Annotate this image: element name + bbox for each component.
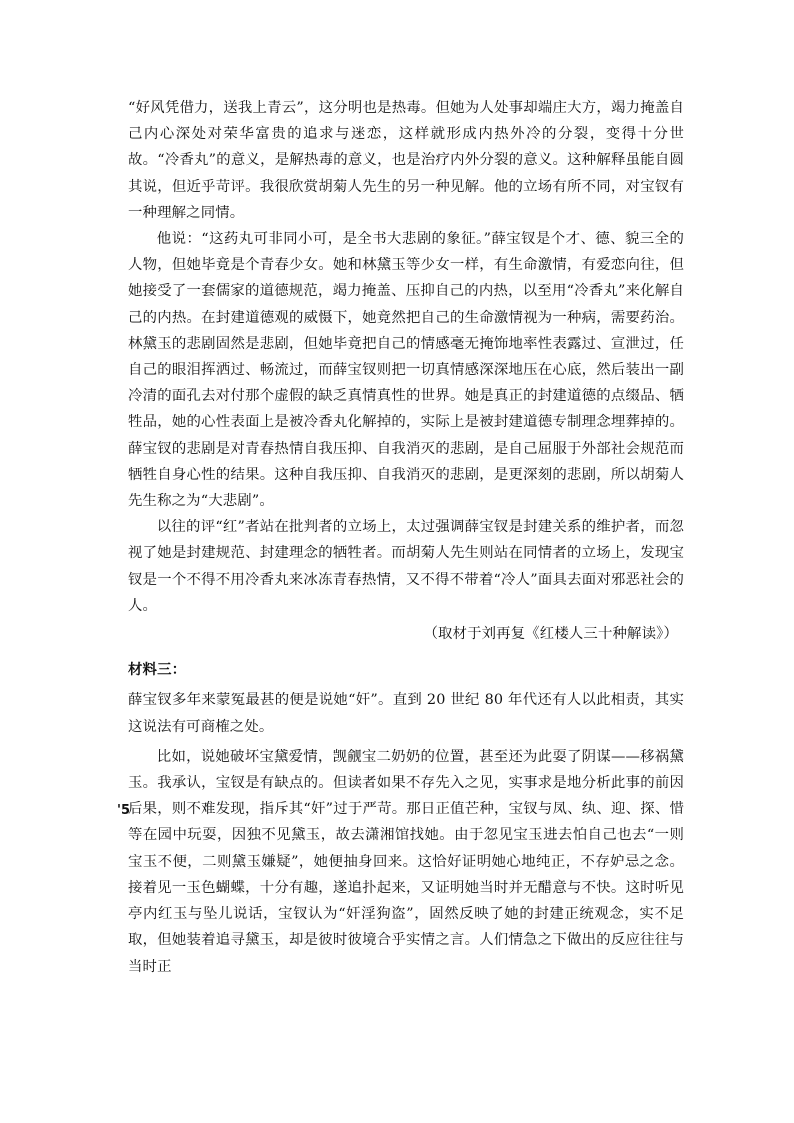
paragraph-3: 以往的评“红”者站在批判者的立场上，太过强调薛宝钗是封建关系的维护者，而忽视了她是封建规范、封建理念的牺牲者。而胡菊人先生则站在同情者的立场上，发现宝钗是一个不得不用冷香丸来冰冻青春热情，又不得不带着“冷人”面具去面对邪恶社会的人。 [128, 519, 684, 614]
source-citation: （取材于刘再复《红楼人三十种解读》） [423, 626, 678, 643]
paragraph-1: “好风凭借力，送我上青云”，这分明也是热毒。但她为人处事却端庄大方，竭力掩盖自己内心深处对荣华富贵的追求与迷恋，这样就形成内热外冷的分裂，变得十分世故。“冷香丸”的意义，是解热毒的意义，也是治疗内外分裂的意义。这种解释虽能自圆其说，但近乎苛评。我很欣赏胡菊人先生的另一种见解。他的立场有所不同，对宝钗有一种理解之同情。 [128, 100, 684, 221]
section-heading: 材料三： [128, 661, 187, 679]
paragraph-4: 薛宝钗多年来蒙冤最甚的便是说她“奸”。直到 20 世纪 80 年代还有人以此相责，其实这说法有可商榷之处。 [128, 692, 684, 735]
paragraph-2: 他说：“这药丸可非同小可，是全书大悲剧的象征。”薛宝钗是个才、德、貌三全的人物，但她毕竟是个青春少女。她和林黛玉等少女一样，有生命激情，有爱恋向往，但她接受了一套儒家的道德规范，竭力掩盖、压抑自己的内热，以至用“冷香丸”来化解自己的内热。在封建道德观的威慑下，她竟然把自己的生命激情视为一种病，需要药治。林黛玉的悲剧固然是悲剧，但她毕竟把自己的情感毫无掩饰地率性表露过、宣泄过，任自己的眼泪挥洒过、畅流过，而薛宝钗则把一切真情感深深地压在心底，然后装出一副冷清的面孔去对付那个虚假的缺乏真情真性的世界。她是真正的封建道德的点缀品、牺牲品，她的心性表面上是被冷香丸化解掉的，实际上是被封建道德专制理念埋葬掉的。薛宝钗的悲剧是对青春热情自我压抑、自我消灭的悲剧，是自己屈服于外部社会规范而牺牲自身心性的结果。这种自我压抑、自我消灭的悲剧，是更深刻的悲剧，所以胡菊人先生称之为“大悲剧”。 [128, 231, 684, 510]
paragraph-5: 比如，说她破坏宝黛爱情，觊觎宝二奶奶的位置，甚至还为此耍了阴谋——移祸黛玉。我承认，宝钗是有缺点的。但读者如果不存先入之见，实事求是地分析此事的前因后果，则不难发现，指斥其“奸”过于严苛。那日正值芒种，宝钗与凤、纨、迎、探、惜等在园中玩耍，因独不见黛玉，故去潇湘馆找她。由于忽见宝玉进去怕自己也去“一则宝玉不便，二则黛玉嫌疑”，她便抽身回来。这恰好证明她心地纯正，不存妒忌之念。接着见一玉色蝴蝶，十分有趣，遂追扑起来，又证明她当时并无醋意与不快。这时听见亭内红玉与坠儿说话，宝钗认为“奸淫狗盗”，固然反映了她的封建正统观念，实不足取，但她装着追寻黛玉，却是彼时彼境合乎实情之言。人们情急之下做出的反应往往与当时正 [128, 748, 684, 975]
article-body [128, 95, 684, 980]
page-number: '5 [117, 803, 131, 818]
